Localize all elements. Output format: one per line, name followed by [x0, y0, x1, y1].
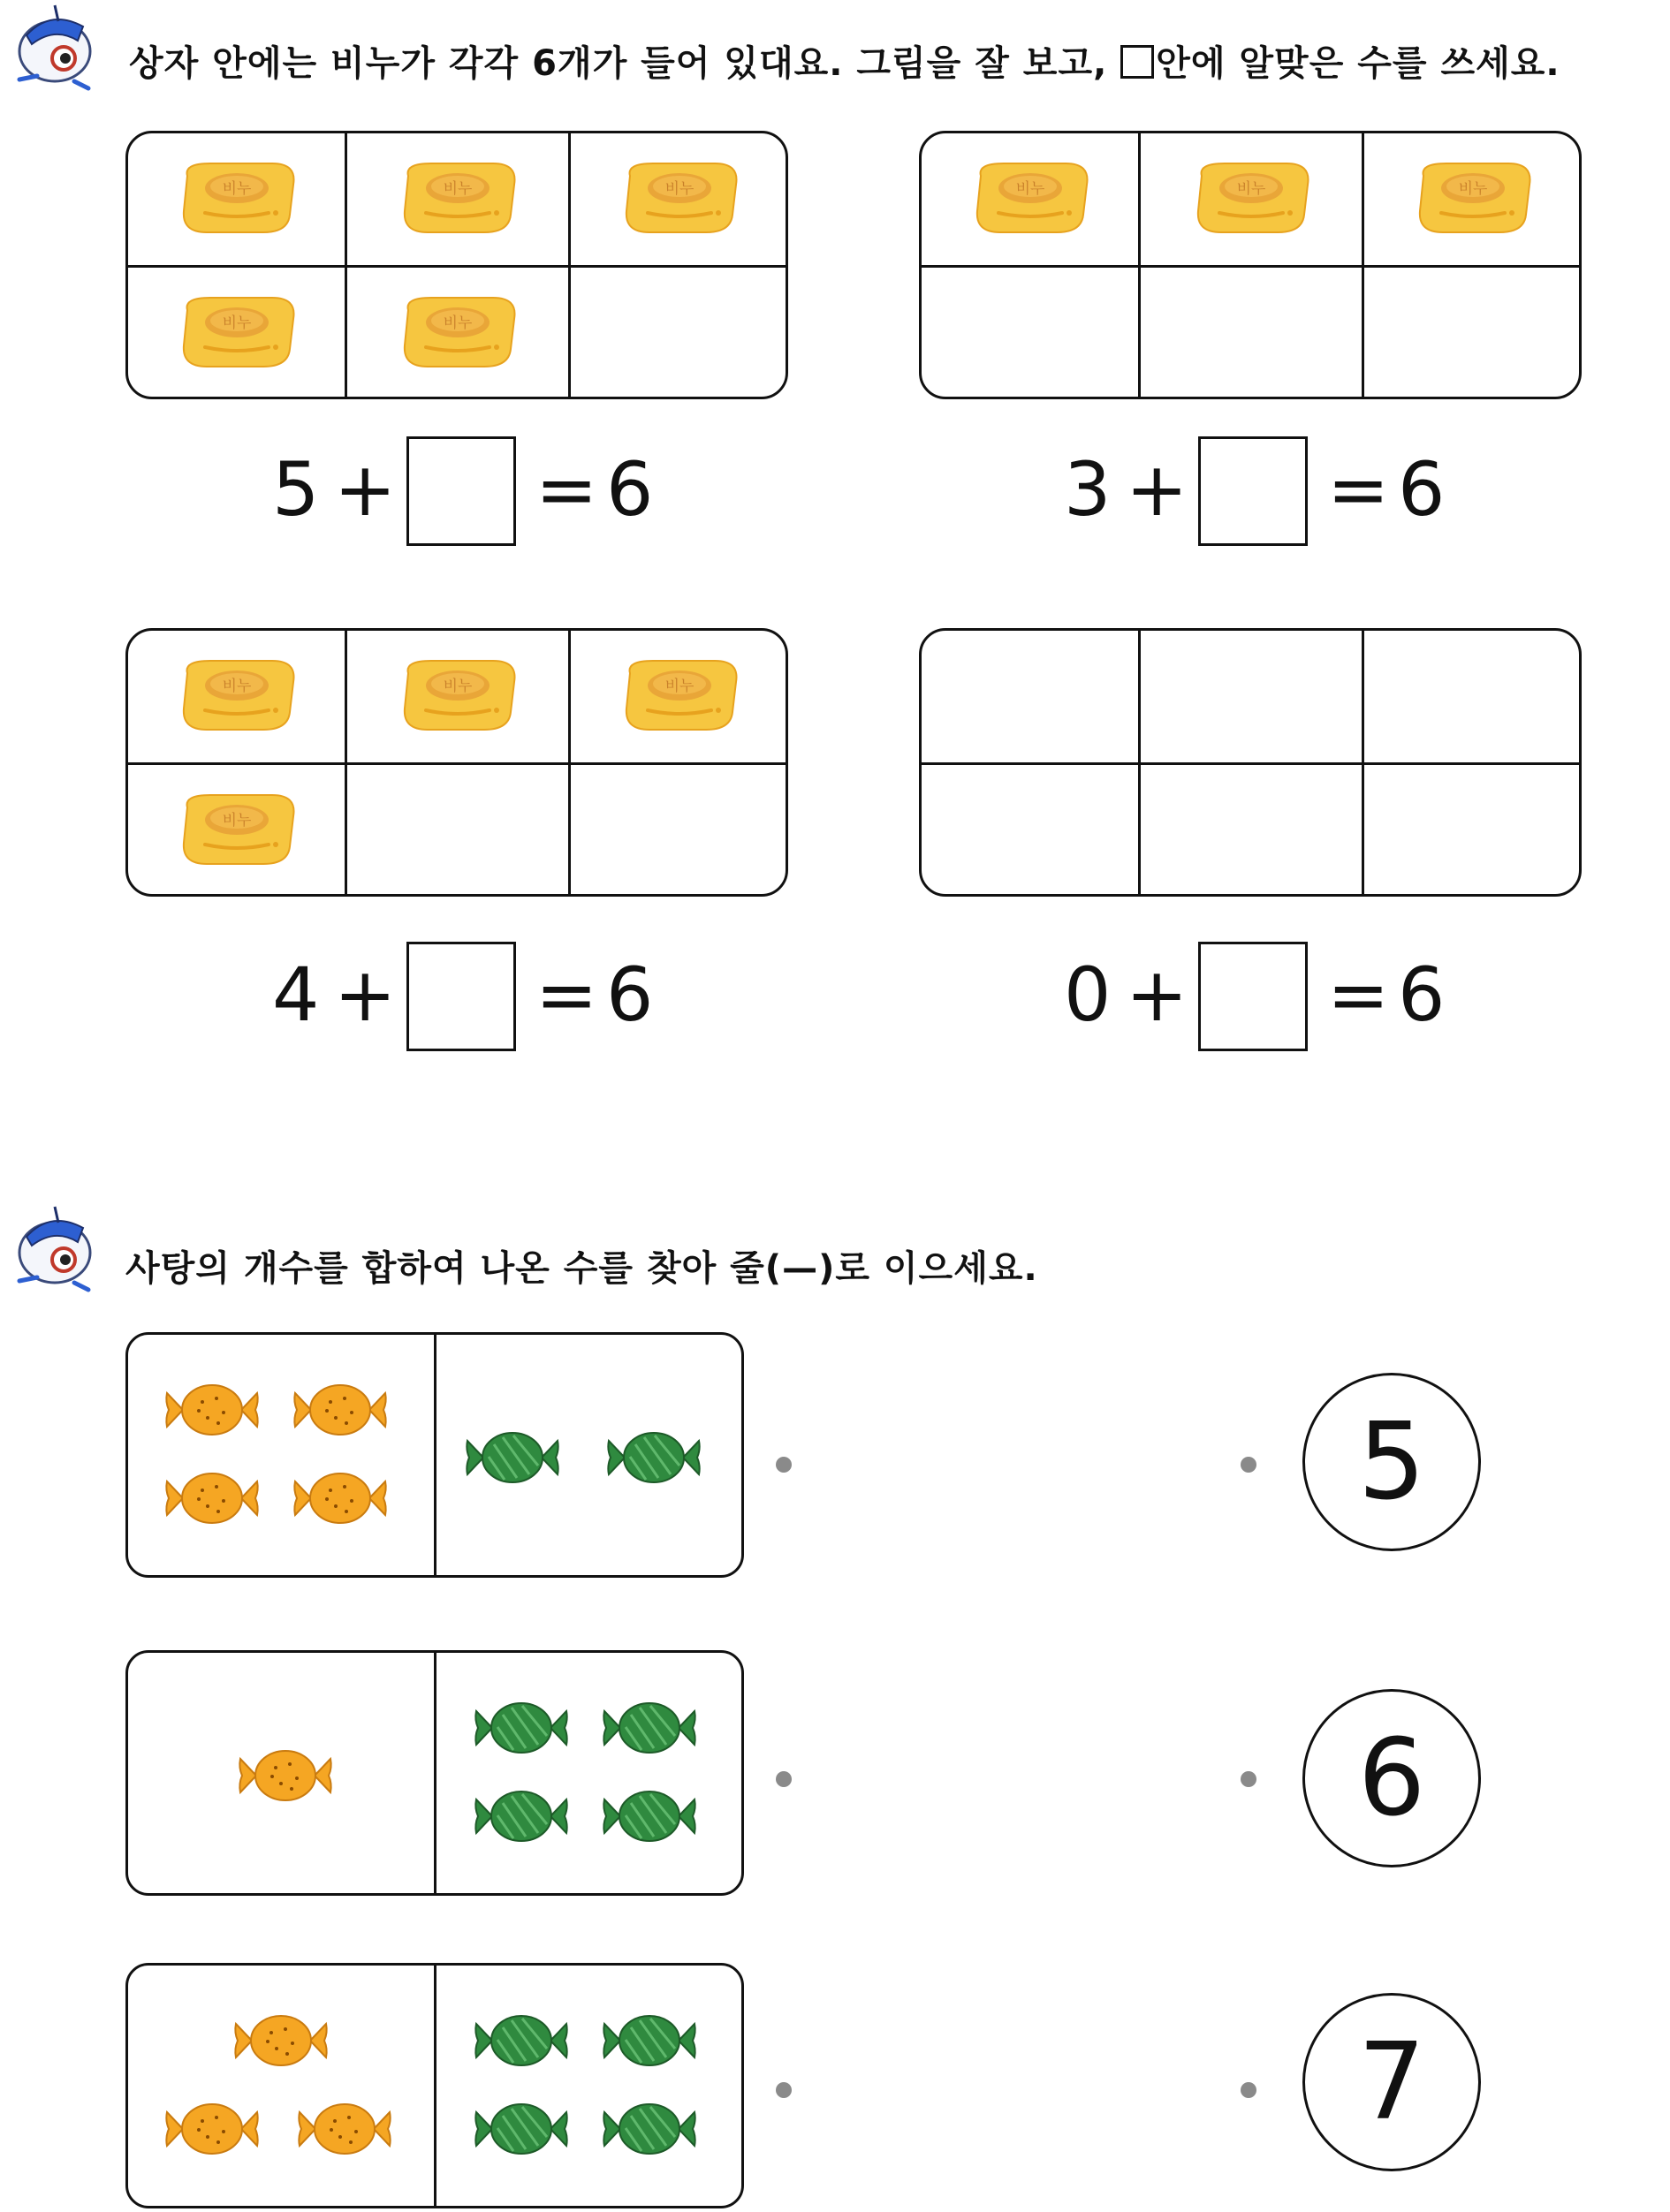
instruction-text-part2: 안에 알맞은 수를 쓰세요.	[1156, 43, 1560, 84]
equation-addend: 5	[272, 446, 320, 533]
section2-instruction: 사탕의 개수를 합하여 나온 수를 찾아 줄(—)로 이으세요.	[125, 1248, 1038, 1289]
candy-card-1	[125, 1332, 744, 1578]
orange-candy-icon	[296, 2098, 393, 2160]
soap-icon	[396, 292, 521, 370]
plus-sign: +	[1126, 951, 1188, 1038]
equals-sign: =	[535, 951, 598, 1038]
equals-sign: =	[535, 446, 598, 533]
left-connect-dot[interactable]	[776, 1457, 792, 1473]
soap-icon	[618, 655, 743, 733]
equation-total: 6	[1398, 446, 1446, 533]
soap-icon	[618, 158, 743, 236]
soap-icon	[175, 655, 300, 733]
green-candy-icon	[601, 2010, 698, 2072]
right-connect-dot[interactable]	[1241, 2082, 1256, 2098]
equals-sign: =	[1327, 951, 1390, 1038]
plus-sign: +	[1126, 446, 1188, 533]
orange-candy-icon	[292, 1379, 389, 1441]
mascot-icon	[2, 1201, 99, 1299]
soap-label: 비누	[1458, 180, 1488, 198]
soap-label: 비누	[664, 180, 695, 198]
soap-label: 비누	[1015, 180, 1044, 198]
soap-icon	[396, 655, 521, 733]
answer-circle-7[interactable]: 7	[1302, 1993, 1481, 2171]
section1-instruction	[129, 35, 1560, 86]
equation-1	[265, 436, 672, 551]
soap-icon	[175, 790, 300, 867]
equation-total: 6	[606, 951, 654, 1038]
answer-box[interactable]	[1198, 942, 1308, 1051]
soap-icon	[396, 158, 521, 236]
soap-box-grid-4	[919, 628, 1582, 897]
soap-icon	[1189, 158, 1315, 236]
soap-icon	[175, 158, 300, 236]
left-connect-dot[interactable]	[776, 1771, 792, 1787]
right-connect-dot[interactable]	[1241, 1457, 1256, 1473]
orange-candy-icon	[163, 1467, 261, 1529]
equation-4	[1057, 942, 1463, 1057]
equation-3	[265, 942, 672, 1057]
green-candy-icon	[601, 2098, 698, 2160]
soap-label: 비누	[222, 314, 251, 332]
equation-2	[1057, 436, 1463, 551]
candy-card-2	[125, 1650, 744, 1896]
soap-label: 비누	[222, 812, 251, 830]
soap-label: 비누	[443, 678, 472, 695]
blank-square-icon	[1120, 45, 1154, 79]
equals-sign: =	[1327, 446, 1390, 533]
left-connect-dot[interactable]	[776, 2082, 792, 2098]
green-candy-icon	[601, 1697, 698, 1759]
green-candy-icon	[473, 2098, 570, 2160]
soap-box-grid-1	[125, 131, 788, 399]
green-candy-icon	[473, 1785, 570, 1847]
orange-candy-icon	[163, 2098, 261, 2160]
plus-sign: +	[334, 446, 397, 533]
grid-divider	[922, 762, 1579, 765]
answer-circle-5[interactable]: 5	[1302, 1373, 1481, 1551]
soap-box-grid-2	[919, 131, 1582, 399]
green-candy-icon	[605, 1427, 702, 1489]
orange-candy-icon	[232, 2010, 330, 2072]
soap-label: 비누	[443, 314, 472, 332]
candy-card-3	[125, 1963, 744, 2208]
green-candy-icon	[464, 1427, 561, 1489]
soap-label: 비누	[1236, 180, 1265, 198]
grid-divider	[922, 265, 1579, 268]
orange-candy-icon	[237, 1745, 334, 1807]
equation-addend: 3	[1064, 446, 1112, 533]
orange-candy-icon	[292, 1467, 389, 1529]
answer-box[interactable]	[406, 436, 516, 546]
green-candy-icon	[601, 1785, 698, 1847]
equation-addend: 0	[1064, 951, 1112, 1038]
soap-box-grid-3	[125, 628, 788, 897]
soap-label: 비누	[222, 678, 251, 695]
answer-box[interactable]	[406, 942, 516, 1051]
soap-icon	[175, 292, 300, 370]
equation-total: 6	[606, 446, 654, 533]
plus-sign: +	[334, 951, 397, 1038]
soap-label: 비누	[443, 180, 472, 198]
grid-divider	[128, 265, 786, 268]
right-connect-dot[interactable]	[1241, 1771, 1256, 1787]
mascot-icon	[2, 0, 99, 97]
grid-divider	[128, 762, 786, 765]
soap-label: 비누	[222, 180, 251, 198]
green-candy-icon	[473, 2010, 570, 2072]
instruction-text-part1: 상자 안에는 비누가 각각 6개가 들어 있대요. 그림을 잘 보고,	[129, 43, 1121, 84]
equation-addend: 4	[272, 951, 320, 1038]
soap-label: 비누	[664, 678, 695, 695]
answer-circle-6[interactable]: 6	[1302, 1689, 1481, 1867]
green-candy-icon	[473, 1697, 570, 1759]
soap-icon	[1411, 158, 1537, 236]
equation-total: 6	[1398, 951, 1446, 1038]
answer-box[interactable]	[1198, 436, 1308, 546]
soap-icon	[968, 158, 1094, 236]
orange-candy-icon	[163, 1379, 261, 1441]
